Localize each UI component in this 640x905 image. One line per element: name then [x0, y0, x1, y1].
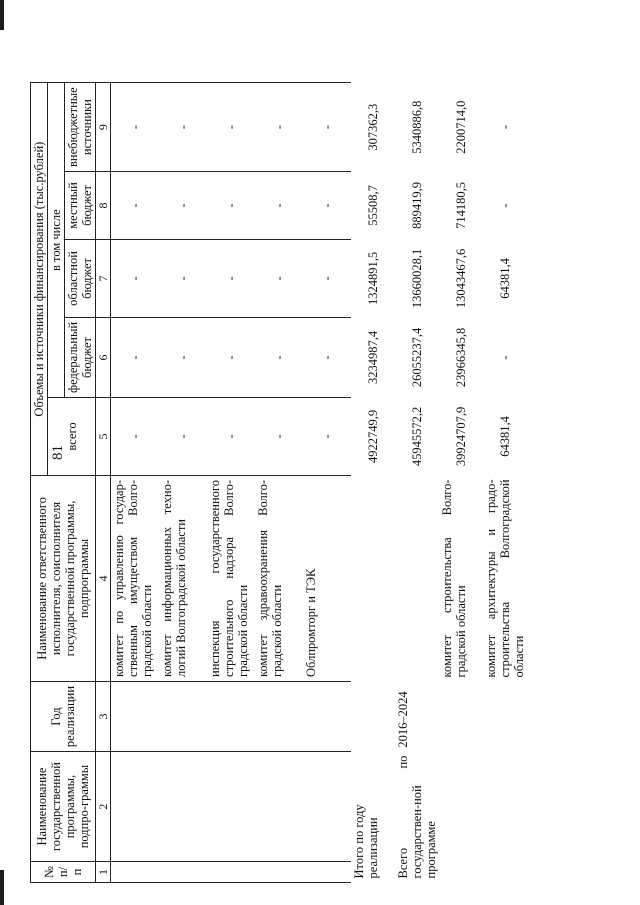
executor-cell: [351, 475, 395, 681]
local-cell: 714180,5: [454, 182, 468, 229]
header-extra: внебюджетные источники: [65, 83, 96, 172]
regional-cell: -: [207, 239, 255, 317]
col-number: 1: [96, 862, 111, 883]
executor-cell: [395, 475, 439, 681]
federal-cell: -: [207, 317, 255, 397]
federal-cell: -: [303, 317, 351, 397]
header-regional: областной бюджет: [65, 239, 96, 317]
federal-cell: -: [159, 317, 207, 397]
header-funding: Объемы и источники финансирования (тыс.рублей): [31, 83, 48, 476]
regional-cell: -: [255, 239, 303, 317]
header-including: в том числе: [48, 83, 65, 398]
col-number: 4: [96, 475, 111, 681]
header-executor: Наименование ответственного исполнителя, соисполнителя государственной программы, подпрограммы: [31, 475, 96, 681]
executor-cell: Облпромторг и ТЭК: [303, 475, 351, 681]
executor-cell: комитет по управлению государ-ственным имуществом Волго-градской области: [111, 475, 160, 681]
page-number: 81: [50, 445, 66, 460]
header-year: Год реализации: [31, 681, 96, 751]
local-cell: -: [207, 171, 255, 239]
regional-cell: -: [111, 239, 160, 317]
executor-cell: комитет архитектуры и градо-строительства Волгоградской области: [484, 479, 526, 678]
federal-cell: -: [111, 317, 160, 397]
executor-cell: комитет здравоохранения Волго-градской области: [255, 475, 303, 681]
regional-cell: 13043467,6: [454, 248, 468, 309]
year-cell: [483, 681, 527, 751]
regional-cell: 13660028,1: [410, 248, 424, 309]
local-cell: -: [303, 171, 351, 239]
col-number: 6: [96, 317, 111, 397]
local-cell: 889419,9: [410, 182, 424, 229]
federal-cell: -: [255, 317, 303, 397]
regional-cell: -: [159, 239, 207, 317]
total-cell: 45945572,2: [410, 406, 424, 467]
local-cell: -: [111, 171, 160, 239]
local-cell: 55508,7: [366, 185, 380, 226]
total-cell: 39924707,9: [454, 406, 468, 467]
header-program-name: Наименование государственной программы, подпро-граммы: [31, 752, 96, 862]
header-local: местный бюджет: [65, 171, 96, 239]
executor-cell: комитет строительства Волго-градской области: [440, 479, 468, 678]
total-label: Всего по государствен-ной программе: [396, 755, 438, 879]
total-row: [483, 83, 527, 883]
executor-cell: комитет информационных техно-логий Волгоградской области: [159, 475, 207, 681]
year-cell: [439, 681, 483, 751]
total-cell: 4922749,9: [366, 409, 380, 464]
year-cell: [351, 681, 395, 751]
header-federal: федеральный бюджет: [65, 317, 96, 397]
total-label: Итого по году реализации: [352, 804, 380, 879]
executor-cell: инспекция государственного строительного надзора Волго-градской области: [207, 475, 255, 681]
extra-cell: -: [303, 83, 351, 172]
federal-cell: 26055237,4: [410, 327, 424, 388]
federal-cell: 3234987,4: [366, 330, 380, 385]
table-row: [159, 83, 207, 883]
regional-cell: 64381,4: [498, 258, 512, 299]
year-cell: 2016–2024: [396, 691, 410, 748]
col-number: 5: [96, 397, 111, 475]
total-row: [351, 83, 395, 883]
table-row: [111, 83, 160, 883]
extra-cell: 5340886,8: [410, 100, 424, 154]
regional-cell: -: [303, 239, 351, 317]
total-row: [395, 83, 439, 883]
total-cell: -: [159, 397, 207, 475]
total-cell: -: [111, 397, 160, 475]
col-number: 8: [96, 171, 111, 239]
total-cell: -: [207, 397, 255, 475]
federal-cell: -: [498, 355, 512, 360]
extra-cell: -: [255, 83, 303, 172]
extra-cell: 307362,3: [366, 103, 380, 151]
table-row: [303, 83, 351, 883]
local-cell: -: [498, 203, 512, 208]
header-num: № п/п: [31, 862, 96, 883]
extra-cell: -: [207, 83, 255, 172]
funding-table: [30, 82, 527, 883]
extra-cell: -: [111, 83, 160, 172]
col-number: 9: [96, 83, 111, 172]
header-total: всего: [48, 397, 96, 475]
total-label: [483, 752, 527, 883]
local-cell: -: [255, 171, 303, 239]
total-label: [439, 752, 483, 883]
extra-cell: 2200714,0: [454, 100, 468, 154]
extra-cell: -: [498, 125, 512, 130]
federal-cell: 23966345,8: [454, 327, 468, 388]
table-row: [255, 83, 303, 883]
total-cell: 64381,4: [498, 416, 512, 457]
total-cell: -: [303, 397, 351, 475]
col-number: 3: [96, 681, 111, 751]
col-number: 2: [96, 752, 111, 862]
local-cell: -: [159, 171, 207, 239]
total-cell: -: [255, 397, 303, 475]
total-row: [439, 83, 483, 883]
table-row: [207, 83, 255, 883]
regional-cell: 1324891,5: [366, 251, 380, 306]
col-number: 7: [96, 239, 111, 317]
extra-cell: -: [159, 83, 207, 172]
